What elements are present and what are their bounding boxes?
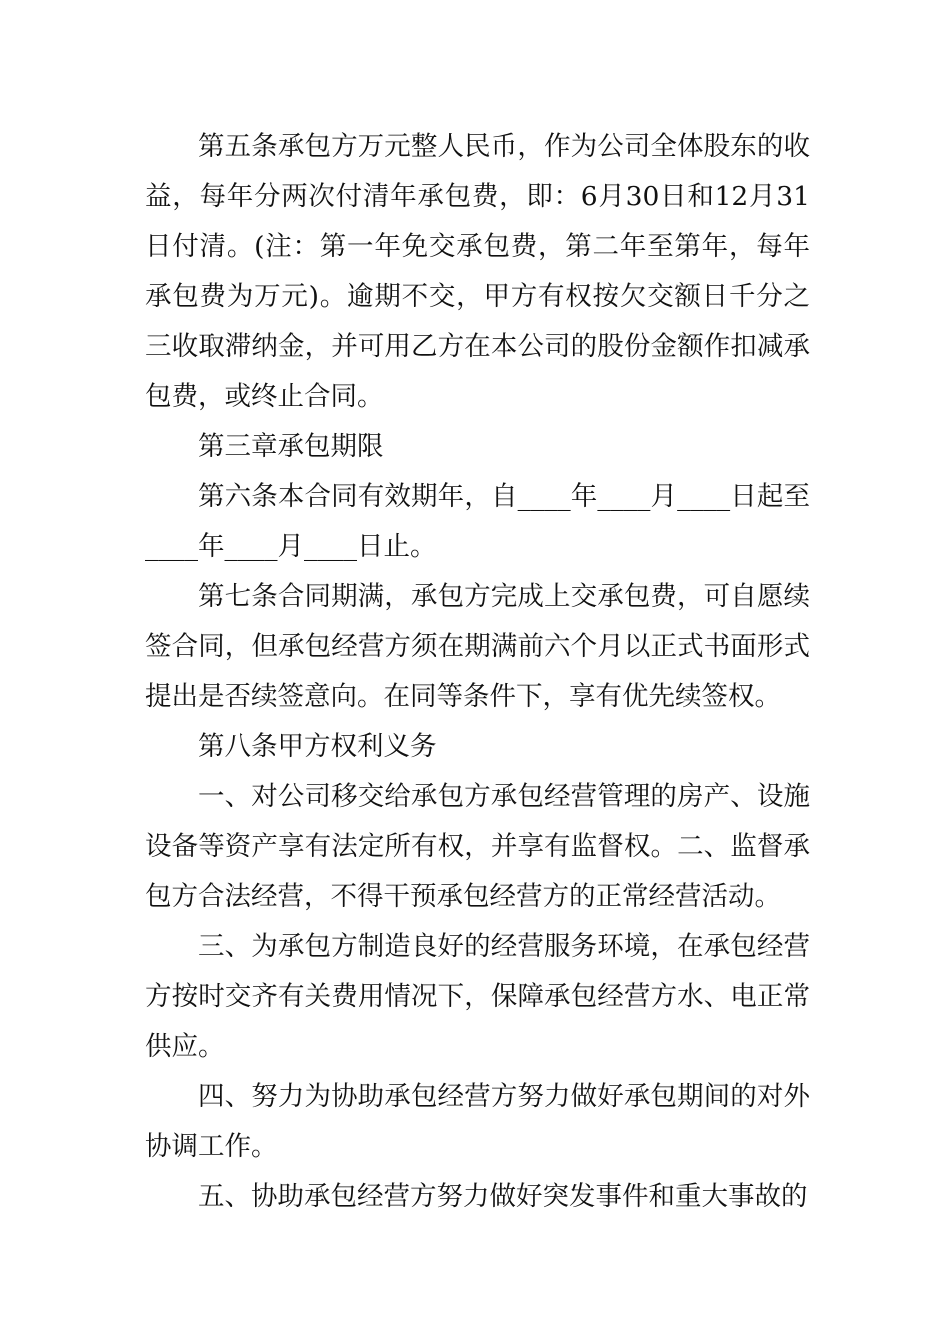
chapter-3-heading: 第三章承包期限: [198, 431, 384, 462]
paragraph-item-5: 五、协助承包经营方努力做好突发事件和重大事故的: [198, 1181, 808, 1212]
paragraph-article-7: 第七条合同期满，承包方完成上交承包费，可自愿续签合同，但承包经营方须在期满前六个月以正式书面形式提出是否续签意向。在同等条件下，享有优先续签权。: [145, 581, 810, 712]
document-page: [145, 122, 810, 1222]
paragraph-article-5: 第五条承包方万元整人民币，作为公司全体股东的收益，每年分两次付清年承包费，即：6月30日和12月31日付清。(注：第一年免交承包费，第二年至第年，每年承包费为万元)。逾期不交，甲方有权按欠交额日千分之三收取滞纳金，并可用乙方在本公司的股份金额作扣减承包费，或终止合同。: [145, 131, 810, 412]
paragraph-item-4: 四、努力为协助承包经营方努力做好承包期间的对外协调工作。: [145, 1081, 810, 1162]
article-8-heading: 第八条甲方权利义务: [198, 731, 437, 762]
paragraph-item-3: 三、为承包方制造良好的经营服务环境，在承包经营方按时交齐有关费用情况下，保障承包经营方水、电正常供应。: [145, 931, 810, 1062]
paragraph-item-1: 一、对公司移交给承包方承包经营管理的房产、设施设备等资产享有法定所有权，并享有监督权。二、监督承包方合法经营，不得干预承包经营方的正常经营活动。: [145, 781, 810, 912]
paragraph-article-6: 第六条本合同有效期年，自____年____月____日起至____年____月____日止。: [145, 481, 810, 562]
